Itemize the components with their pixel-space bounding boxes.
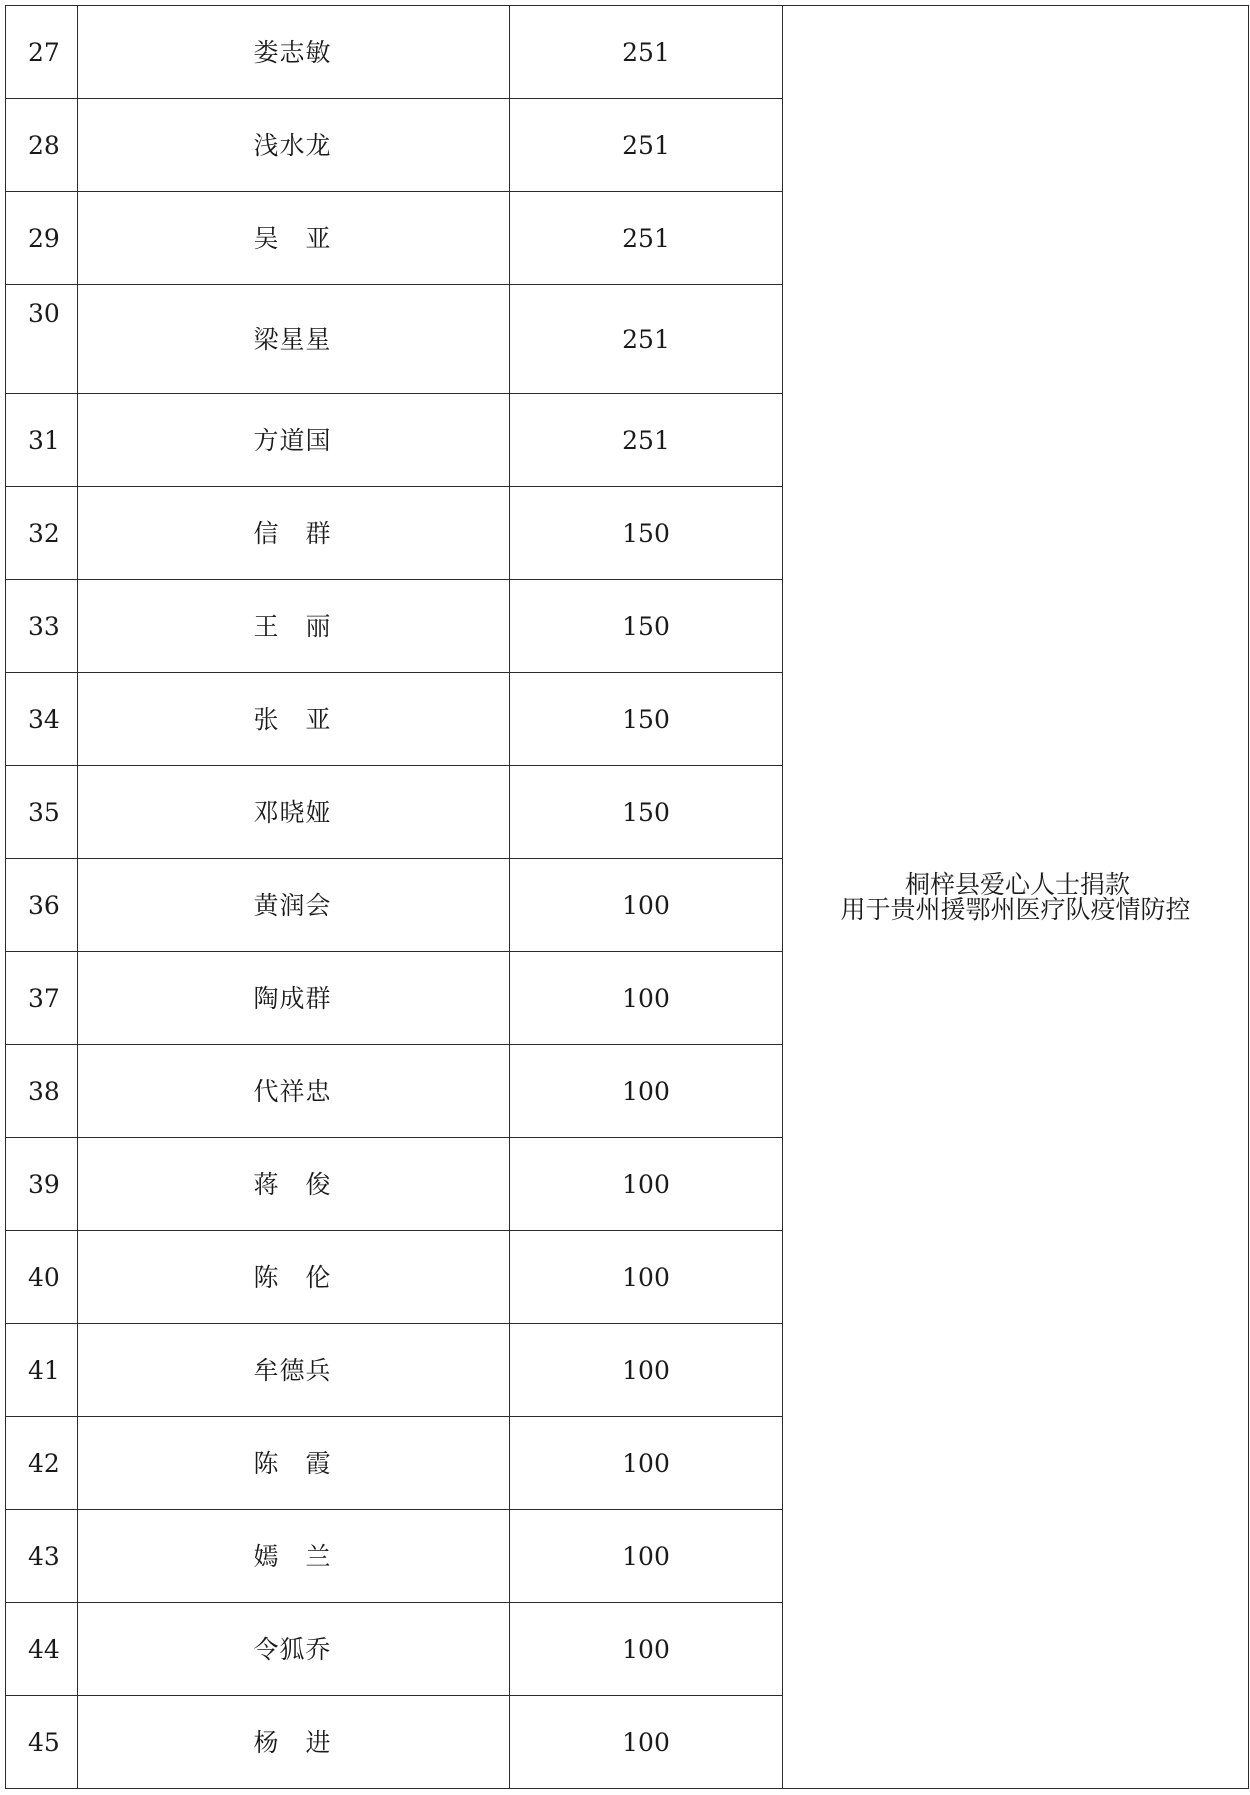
donation-amount: 150: [510, 673, 783, 766]
row-number: 42: [6, 1417, 78, 1510]
donor-name-cell: [78, 192, 510, 285]
donor-name-cell: [78, 1603, 510, 1696]
donor-name: 方道国: [253, 425, 332, 455]
row-number: 35: [6, 766, 78, 859]
donation-amount: 251: [510, 192, 783, 285]
donor-name: 陶成群: [253, 983, 332, 1013]
donor-name-cell: [78, 580, 510, 673]
donor-name-cell: [78, 394, 510, 487]
donation-amount: 150: [510, 580, 783, 673]
donation-amount: 100: [510, 1696, 783, 1789]
donor-name-cell: [78, 1696, 510, 1789]
row-number: 32: [6, 487, 78, 580]
donation-amount: 100: [510, 1045, 783, 1138]
donor-name-cell: [78, 6, 510, 99]
remarks-line-2: 用于贵州援鄂州医疗队疫情防控: [840, 895, 1191, 924]
donor-name-cell: [78, 1045, 510, 1138]
donor-name: 吴 亚: [253, 223, 332, 253]
donation-amount: 251: [510, 394, 783, 487]
donor-name: 信 群: [253, 518, 332, 548]
donation-amount: 251: [510, 285, 783, 394]
donation-amount: 100: [510, 1603, 783, 1696]
row-number: 45: [6, 1696, 78, 1789]
donor-name: 牟德兵: [253, 1355, 332, 1385]
donation-amount: 150: [510, 766, 783, 859]
donor-name-cell: [78, 1510, 510, 1603]
remarks-line-1: 桐梓县爱心人士捐款: [904, 870, 1130, 899]
row-number: 31: [6, 394, 78, 487]
donor-name-cell: [78, 285, 510, 394]
donor-name: 娄志敏: [253, 37, 332, 67]
table-body: [6, 6, 1249, 1789]
row-number: 40: [6, 1231, 78, 1324]
donor-name: 杨 进: [253, 1727, 332, 1757]
donor-name: 邓晓娅: [253, 797, 332, 827]
row-number: 41: [6, 1324, 78, 1417]
donation-amount: 100: [510, 1417, 783, 1510]
donor-name: 浅水龙: [253, 130, 332, 160]
donation-amount: 251: [510, 99, 783, 192]
donor-name: 陈 霞: [253, 1448, 332, 1478]
row-number: 44: [6, 1603, 78, 1696]
donation-amount: 100: [510, 1138, 783, 1231]
row-number: 39: [6, 1138, 78, 1231]
donation-amount: 150: [510, 487, 783, 580]
donation-table: [5, 5, 1249, 1789]
row-number: 30: [6, 285, 78, 394]
donation-amount: 100: [510, 1324, 783, 1417]
row-number: 38: [6, 1045, 78, 1138]
donor-name-cell: [78, 1324, 510, 1417]
donation-amount: 100: [510, 1510, 783, 1603]
donor-name: 蒋 俊: [253, 1169, 332, 1199]
row-number: 37: [6, 952, 78, 1045]
donation-amount: 100: [510, 952, 783, 1045]
donor-name: 陈 伦: [253, 1262, 332, 1292]
remarks-cell: [783, 6, 1249, 1789]
row-number: 36: [6, 859, 78, 952]
donor-name: 代祥忠: [253, 1076, 332, 1106]
donor-name-cell: [78, 487, 510, 580]
donor-name-cell: [78, 1231, 510, 1324]
donor-name: 黄润会: [253, 890, 332, 920]
donor-name-cell: [78, 1417, 510, 1510]
donor-name: 令狐乔: [253, 1634, 332, 1664]
donor-name: 嫣 兰: [253, 1541, 332, 1571]
donor-name: 张 亚: [253, 704, 332, 734]
donor-name-cell: [78, 1138, 510, 1231]
row-number: 28: [6, 99, 78, 192]
donor-name-cell: [78, 859, 510, 952]
donor-name-cell: [78, 99, 510, 192]
row-number: 27: [6, 6, 78, 99]
table-row: [6, 6, 1249, 99]
row-number: 34: [6, 673, 78, 766]
donor-name: 王 丽: [253, 611, 332, 641]
donation-amount: 100: [510, 859, 783, 952]
donation-amount: 251: [510, 6, 783, 99]
row-number: 33: [6, 580, 78, 673]
row-number: 29: [6, 192, 78, 285]
donor-name-cell: [78, 673, 510, 766]
donation-amount: 100: [510, 1231, 783, 1324]
donor-name-cell: [78, 766, 510, 859]
donor-name: 梁星星: [253, 324, 332, 354]
row-number: 43: [6, 1510, 78, 1603]
donor-name-cell: [78, 952, 510, 1045]
